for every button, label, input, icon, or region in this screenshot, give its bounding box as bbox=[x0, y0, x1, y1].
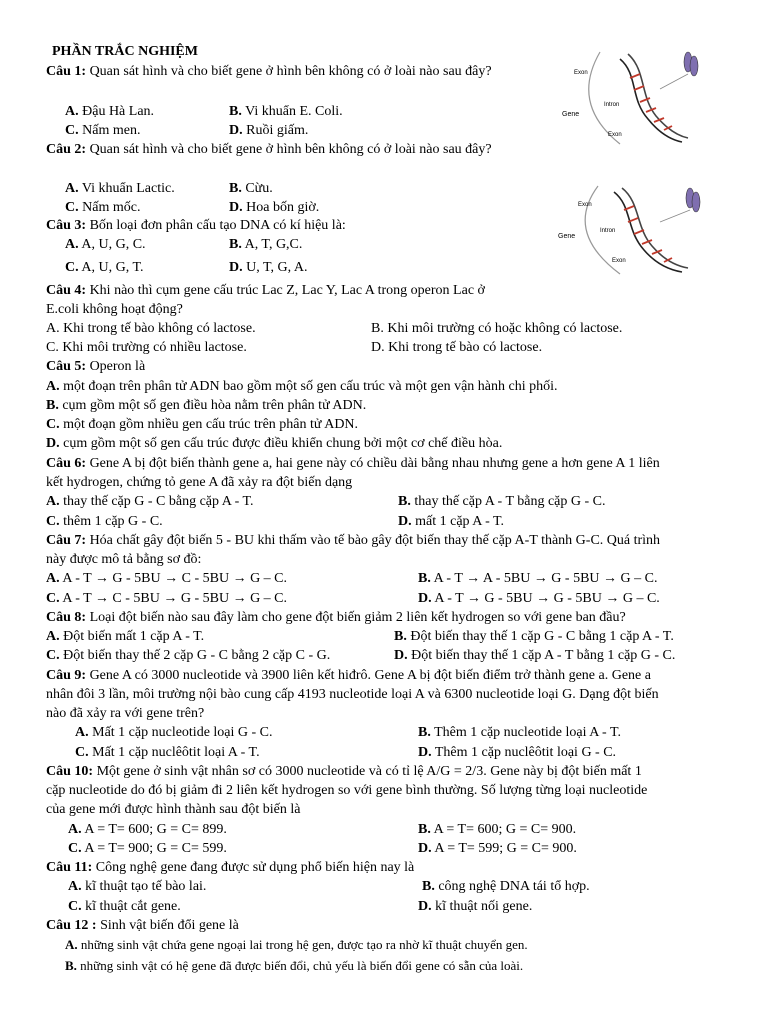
question-2 bbox=[46, 140, 492, 159]
option-a[interactable]: A. một đoạn trên phân tử ADN bao gồm một số gen cấu trúc và một gen vận hành chi phối. bbox=[46, 379, 558, 394]
option-b[interactable]: B. Vi khuẩn E. Coli. bbox=[229, 104, 343, 119]
option-a[interactable]: A. Đột biến mất 1 cặp A - T. bbox=[46, 629, 205, 644]
question-text: Sinh vật biến đổi gene là bbox=[100, 918, 239, 933]
option-a[interactable]: A. Khi trong tế bào không có lactose. bbox=[46, 321, 256, 336]
figure-label-exon-1: Exon bbox=[574, 70, 588, 76]
option-b[interactable]: B. công nghệ DNA tái tổ hợp. bbox=[422, 879, 590, 894]
option-b[interactable]: B. A, T, G,C. bbox=[229, 237, 303, 252]
option-b[interactable]: B. A = T= 600; G = C= 900. bbox=[418, 822, 577, 837]
option-d[interactable]: D. Khi trong tế bào có lactose. bbox=[371, 340, 543, 355]
option-c[interactable]: C. một đoạn gồm nhiều gen cấu trúc trên phân tử ADN. bbox=[46, 417, 359, 432]
option-d[interactable]: D. A - T → G - 5BU → G - 5BU → G – C. bbox=[418, 591, 660, 606]
question-7 bbox=[46, 531, 660, 550]
question-number: Câu 8: bbox=[46, 610, 87, 625]
question-text-cont: cặp nucleotide do đó bị giảm đi 2 liên kết hydrogen so với gene bình thường. Số lượng từng loại nucleotide bbox=[46, 783, 648, 798]
question-text-cont: nào đã xảy ra với gene trên? bbox=[46, 706, 205, 721]
question-number: Câu 2: bbox=[46, 142, 87, 157]
option-b[interactable]: B. Đột biến thay thế 1 cặp G - C bằng 1 cặp A - T. bbox=[394, 629, 674, 644]
figure-label-gene: Gene bbox=[562, 111, 580, 118]
question-4 bbox=[46, 281, 485, 300]
option-a[interactable]: A. A = T= 600; G = C= 899. bbox=[68, 822, 227, 837]
option-b[interactable]: B. Thêm 1 cặp nucleotide loại A - T. bbox=[418, 725, 621, 740]
question-number: Câu 11: bbox=[46, 860, 93, 875]
option-b[interactable]: B. Khi môi trường có hoặc không có lactose. bbox=[371, 321, 623, 336]
question-text-cont: nhân đôi 3 lần, môi trường nội bào cung cấp 4193 nucleotide loại A và 6300 nucleotide loại G. Dạng đột biến bbox=[46, 687, 659, 702]
option-d[interactable]: D. U, T, G, A. bbox=[229, 260, 308, 275]
option-a[interactable]: A. những sinh vật chứa gene ngoại lai trong hệ gen, được tạo ra nhờ kĩ thuật chuyển gen. bbox=[65, 937, 528, 952]
option-b[interactable]: B. thay thế cặp A - T bằng cặp G - C. bbox=[398, 494, 606, 509]
page-title: PHẦN TRẮC NGHIỆM bbox=[52, 44, 198, 59]
question-number: Câu 7: bbox=[46, 533, 87, 548]
question-3 bbox=[46, 216, 346, 235]
question-text: Gene A bị đột biến thành gene a, hai gene này có chiều dài bằng nhau nhưng gene a hơn gene A 1 liên bbox=[89, 456, 660, 471]
option-c[interactable]: C. Mất 1 cặp nuclêôtit loại A - T. bbox=[75, 745, 260, 760]
option-a[interactable]: A. thay thế cặp G - C bằng cặp A - T. bbox=[46, 494, 254, 509]
option-c[interactable]: C. thêm 1 cặp G - C. bbox=[46, 514, 163, 529]
question-text: Loại đột biến nào sau đây làm cho gene đột biến giảm 2 liên kết hydrogen so với gene ban đầu? bbox=[89, 610, 626, 625]
question-number: Câu 10: bbox=[46, 764, 94, 779]
question-text-cont: này được mô tả bằng sơ đồ: bbox=[46, 552, 202, 567]
question-number: Câu 6: bbox=[46, 456, 87, 471]
question-number: Câu 12 : bbox=[46, 918, 97, 933]
question-text-cont: của gene mới được hình thành sau đột biến là bbox=[46, 802, 301, 817]
question-number: Câu 3: bbox=[46, 218, 87, 233]
option-a[interactable]: A. A, U, G, C. bbox=[65, 237, 146, 252]
question-12 bbox=[46, 916, 239, 935]
figure-label-intron: Intron bbox=[600, 228, 616, 234]
question-8 bbox=[46, 608, 626, 627]
question-text: Một gene ở sinh vật nhân sơ có 3000 nucleotide và có tỉ lệ A/G = 2/3. Gene này bị đột biến mất 1 bbox=[96, 764, 642, 779]
option-b[interactable]: B. Cừu. bbox=[229, 181, 273, 196]
question-number: Câu 5: bbox=[46, 359, 87, 374]
option-c[interactable]: C. kĩ thuật cắt gene. bbox=[68, 899, 181, 914]
question-10 bbox=[46, 762, 642, 781]
option-c[interactable]: C. Khi môi trường có nhiều lactose. bbox=[46, 340, 247, 355]
question-5 bbox=[46, 357, 145, 376]
option-c[interactable]: C. A, U, G, T. bbox=[65, 260, 144, 275]
gene-structure-figure-2 bbox=[556, 180, 712, 280]
question-text: Bốn loại đơn phân cấu tạo DNA có kí hiệu là: bbox=[89, 218, 346, 233]
figure-label-intron: Intron bbox=[604, 102, 620, 108]
question-text-cont: E.coli không hoạt động? bbox=[46, 302, 183, 317]
option-b[interactable]: B. A - T → A - 5BU → G - 5BU → G – C. bbox=[418, 571, 658, 586]
option-b[interactable]: B. cụm gồm một số gen điều hòa nằm trên phân tử ADN. bbox=[46, 398, 367, 413]
figure-label-exon-1: Exon bbox=[578, 202, 592, 208]
option-a[interactable]: A. A - T → G - 5BU → C - 5BU → G – C. bbox=[46, 571, 288, 586]
question-text: Công nghệ gene đang được sử dụng phổ biến hiện nay là bbox=[95, 860, 415, 875]
option-d[interactable]: D. cụm gồm một số gen cấu trúc được điều khiển chung bởi một cơ chế điều hòa. bbox=[46, 436, 503, 451]
option-a[interactable]: A. Mất 1 cặp nucleotide loại G - C. bbox=[75, 725, 273, 740]
question-1 bbox=[46, 62, 492, 81]
question-9 bbox=[46, 666, 651, 685]
question-text-cont: kết hydrogen, chứng tỏ gene A đã xảy ra đột biến dạng bbox=[46, 475, 353, 490]
option-d[interactable]: D. mất 1 cặp A - T. bbox=[398, 514, 505, 529]
question-text: Gene A có 3000 nucleotide và 3900 liên kết hiđrô. Gene A bị đột biến điểm trở thành gene a. Gene a bbox=[89, 668, 651, 683]
option-c[interactable]: C. A = T= 900; G = C= 599. bbox=[68, 841, 227, 856]
question-text: Quan sát hình và cho biết gene ở hình bên không có ở loài nào sau đây? bbox=[89, 142, 492, 157]
question-text: Khi nào thì cụm gene cấu trúc Lac Z, Lac Y, Lac A trong operon Lac ở bbox=[89, 283, 485, 298]
option-a[interactable]: A. kĩ thuật tạo tế bào lai. bbox=[68, 879, 207, 894]
option-c[interactable]: C. Nấm mốc. bbox=[65, 200, 141, 215]
option-d[interactable]: D. A = T= 599; G = C= 900. bbox=[418, 841, 577, 856]
question-text: Hóa chất gây đột biến 5 - BU khi thấm vào tế bào gây đột biến thay thế cặp A-T thành G-C. Quá trình bbox=[89, 533, 661, 548]
gene-structure-figure-1 bbox=[560, 44, 710, 152]
question-11 bbox=[46, 858, 414, 877]
question-text: Operon là bbox=[89, 359, 146, 374]
option-d[interactable]: D. Ruồi giấm. bbox=[229, 123, 309, 138]
option-c[interactable]: C. Nấm men. bbox=[65, 123, 141, 138]
figure-label-exon-2: Exon bbox=[612, 258, 626, 264]
option-d[interactable]: D. Đột biến thay thế 1 cặp A - T bằng 1 cặp G - C. bbox=[394, 648, 676, 663]
option-a[interactable]: A. Vi khuẩn Lactic. bbox=[65, 181, 175, 196]
option-d[interactable]: D. Hoa bốn giờ. bbox=[229, 200, 320, 215]
question-number: Câu 4: bbox=[46, 283, 87, 298]
option-c[interactable]: C. Đột biến thay thế 2 cặp G - C bằng 2 cặp C - G. bbox=[46, 648, 331, 663]
figure-label-exon-2: Exon bbox=[608, 132, 622, 138]
question-6 bbox=[46, 454, 660, 473]
option-d[interactable]: D. kĩ thuật nối gene. bbox=[418, 899, 533, 914]
option-c[interactable]: C. A - T → C - 5BU → G - 5BU → G – C. bbox=[46, 591, 288, 606]
question-number: Câu 9: bbox=[46, 668, 87, 683]
question-text: Quan sát hình và cho biết gene ở hình bên không có ở loài nào sau đây? bbox=[89, 64, 492, 79]
option-b[interactable]: B. những sinh vật có hệ gene đã được biến đổi, chủ yếu là biến đổi gene có sẵn của loài. bbox=[65, 958, 524, 973]
figure-label-gene: Gene bbox=[558, 233, 576, 240]
question-number: Câu 1: bbox=[46, 64, 87, 79]
option-d[interactable]: D. Thêm 1 cặp nuclêôtit loại G - C. bbox=[418, 745, 617, 760]
option-a[interactable]: A. Đậu Hà Lan. bbox=[65, 104, 155, 119]
